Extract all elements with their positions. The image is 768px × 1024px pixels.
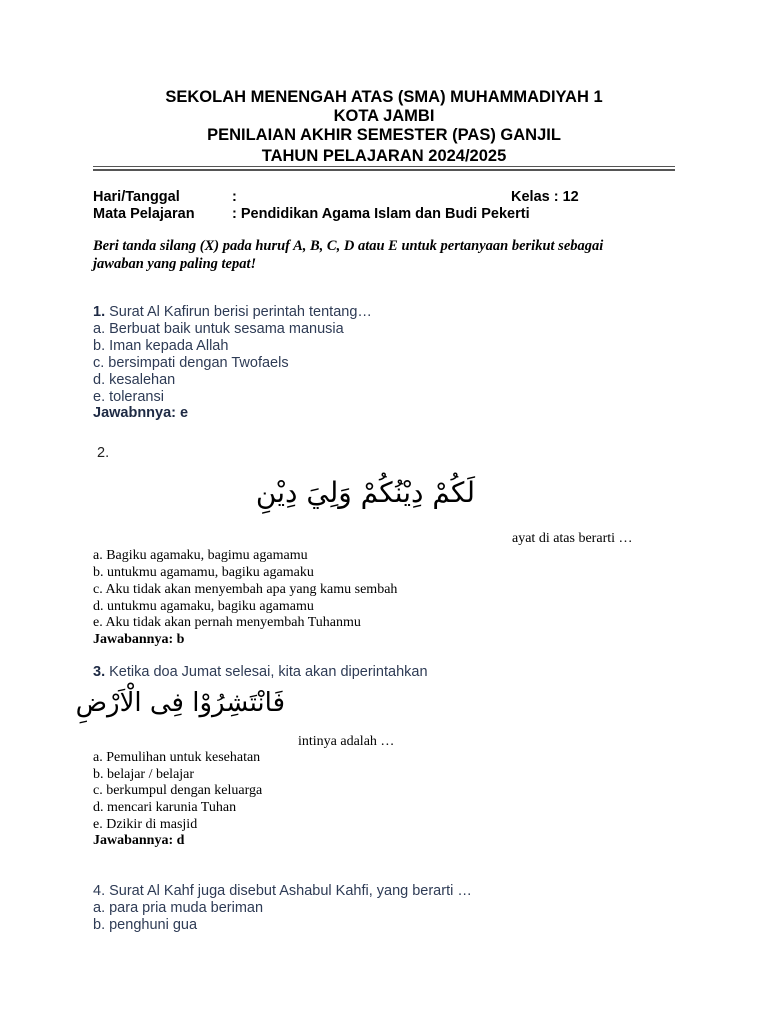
header-divider-thick bbox=[93, 169, 675, 171]
q2-prompt: ayat di atas berarti … bbox=[512, 531, 633, 546]
q1-answer: Jawabnnya: e bbox=[93, 405, 189, 421]
subject-label: Mata Pelajaran bbox=[93, 206, 195, 222]
q2-arabic-verse: لَكُمْ دِيْنُكُمْ وَلِيَ دِيْنِ bbox=[255, 476, 475, 509]
header-divider bbox=[93, 166, 675, 167]
instruction-line-2: jawaban yang paling tepat! bbox=[93, 256, 257, 272]
q1-option-b: b. Iman kepada Allah bbox=[93, 338, 229, 354]
q2-option-a: a. Bagiku agamaku, bagimu agamamu bbox=[93, 548, 308, 563]
exam-title: PENILAIAN AKHIR SEMESTER (PAS) GANJIL bbox=[207, 126, 561, 144]
q3-option-d: d. mencari karunia Tuhan bbox=[93, 800, 237, 815]
instruction-line-1: Beri tanda silang (X) pada huruf A, B, C, D atau E untuk pertanyaan berikut sebagai bbox=[93, 238, 604, 254]
question-1-number: 1. bbox=[93, 304, 106, 320]
school-name: SEKOLAH MENENGAH ATAS (SMA) MUHAMMADIYAH 1 bbox=[165, 88, 603, 106]
q3-prompt: intinya adalah … bbox=[298, 734, 395, 749]
academic-year: TAHUN PELAJARAN 2024/2025 bbox=[261, 147, 507, 165]
q1-option-e: e. toleransi bbox=[93, 389, 164, 405]
q3-arabic-verse: فَانْتَشِرُوْا فِى الْاَرْضِ bbox=[75, 688, 285, 718]
question-4: 4. Surat Al Kahf juga disebut Ashabul Kahfi, yang berarti … bbox=[93, 883, 472, 899]
question-2-number: 2. bbox=[97, 445, 110, 461]
q1-option-a: a. Berbuat baik untuk sesama manusia bbox=[93, 321, 344, 337]
date-colon: : bbox=[232, 189, 237, 205]
q2-answer: Jawabannya: b bbox=[93, 632, 185, 647]
q2-option-c: c. Aku tidak akan menyembah apa yang kamu sembah bbox=[93, 582, 398, 597]
q3-option-a: a. Pemulihan untuk kesehatan bbox=[93, 750, 261, 765]
question-1 bbox=[93, 304, 372, 320]
q3-option-c: c. berkumpul dengan keluarga bbox=[93, 783, 263, 798]
q3-option-b: b. belajar / belajar bbox=[93, 767, 195, 782]
q1-option-c: c. bersimpati dengan Twofaels bbox=[93, 355, 289, 371]
q2-option-e: e. Aku tidak akan pernah menyembah Tuhanmu bbox=[93, 615, 361, 630]
q3-answer: Jawabannya: d bbox=[93, 833, 185, 848]
class-label: Kelas : 12 bbox=[511, 189, 579, 205]
subject-value: : Pendidikan Agama Islam dan Budi Pekerti bbox=[232, 206, 530, 222]
date-label: Hari/Tanggal bbox=[93, 189, 180, 205]
q2-option-b: b. untukmu agamamu, bagiku agamaku bbox=[93, 565, 314, 580]
question-3-number: 3. bbox=[93, 664, 106, 680]
q4-option-a: a. para pria muda beriman bbox=[93, 900, 264, 916]
q2-option-d: d. untukmu agamaku, bagiku agamamu bbox=[93, 599, 314, 614]
question-3 bbox=[93, 664, 428, 680]
q4-option-b: b. penghuni gua bbox=[93, 917, 198, 933]
school-city: KOTA JAMBI bbox=[333, 107, 435, 125]
q3-option-e: e. Dzikir di masjid bbox=[93, 817, 198, 832]
question-3-text: Ketika doa Jumat selesai, kita akan diperintahkan bbox=[105, 664, 428, 680]
question-1-text: Surat Al Kafirun berisi perintah tentang… bbox=[105, 304, 372, 320]
q1-option-d: d. kesalehan bbox=[93, 372, 176, 388]
